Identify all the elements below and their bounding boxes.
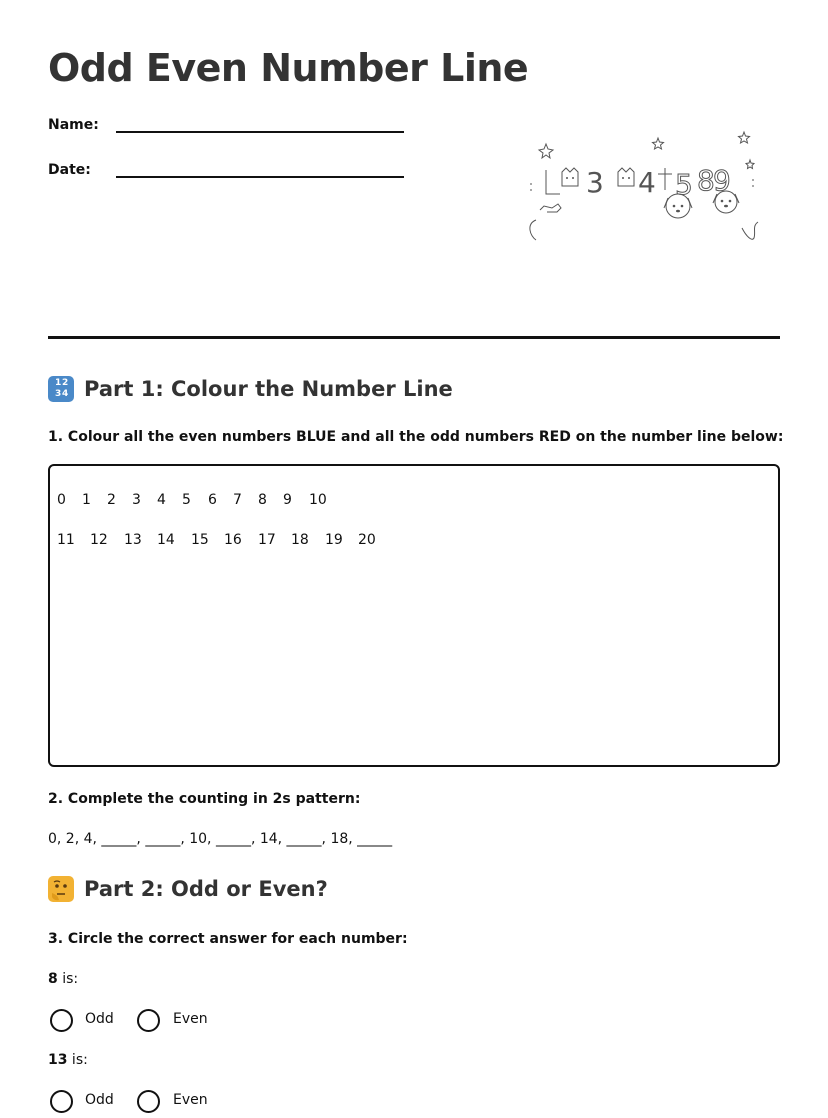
part2-heading-text: Part 2: Odd or Even? (84, 877, 328, 901)
number-cell: 14 (157, 532, 175, 548)
number-cell: 10 (309, 492, 327, 508)
number-cell: 9 (283, 492, 292, 508)
date-field (48, 162, 91, 178)
number-cell: 7 (233, 492, 242, 508)
item-8-prompt (48, 971, 78, 987)
number-cell: 19 (325, 532, 343, 548)
item-suffix: is: (57, 971, 79, 987)
number-cell: 18 (291, 532, 309, 548)
number-cell: 3 (132, 492, 141, 508)
number-line-box[interactable] (48, 464, 780, 767)
number-cell: 2 (107, 492, 116, 508)
svg-text:9: 9 (713, 164, 731, 197)
number-cell: 6 (208, 492, 217, 508)
number-animals-illustration (520, 128, 770, 250)
question-1: 1. Colour all the even numbers BLUE and all the odd numbers RED on the number line below: (48, 429, 784, 445)
number-cell: 1 (82, 492, 91, 508)
name-line[interactable] (116, 131, 404, 133)
illus-digit: 3 (586, 166, 604, 199)
number-cell: 5 (182, 492, 191, 508)
number-cell: 4 (157, 492, 166, 508)
date-line[interactable] (116, 176, 404, 178)
number-cell: 13 (124, 532, 142, 548)
counting-pattern[interactable]: 0, 2, 4, _____, _____, 10, _____, 14, _____, 18, _____ (48, 831, 393, 847)
name-field (48, 117, 99, 133)
item-number: 13 (48, 1052, 68, 1068)
part1-heading-text: Part 1: Colour the Number Line (84, 377, 453, 401)
page-title: Odd Even Number Line (48, 46, 529, 90)
number-cell: 17 (258, 532, 276, 548)
radio-odd[interactable] (50, 1090, 73, 1113)
question-2: 2. Complete the counting in 2s pattern: (48, 791, 361, 807)
section-divider (48, 336, 780, 339)
svg-text:5: 5 (675, 168, 693, 201)
number-cell: 16 (224, 532, 242, 548)
question-3: 3. Circle the correct answer for each number: (48, 931, 408, 947)
part2-heading (48, 876, 328, 902)
date-label: Date: (48, 162, 91, 178)
item-number: 8 (48, 971, 58, 987)
svg-text:8: 8 (697, 164, 715, 197)
option-label: Even (173, 1092, 208, 1108)
number-cell: 8 (258, 492, 267, 508)
illus-digit: 4 (638, 166, 656, 199)
item-suffix: is: (67, 1052, 88, 1068)
number-cell: 20 (358, 532, 376, 548)
option-label: Even (173, 1011, 208, 1027)
number-cell: 0 (57, 492, 66, 508)
radio-even[interactable] (137, 1009, 160, 1032)
radio-even[interactable] (137, 1090, 160, 1113)
part1-heading (48, 376, 453, 402)
name-label: Name: (48, 117, 99, 133)
number-cell: 15 (191, 532, 209, 548)
item-13-prompt (48, 1052, 88, 1068)
option-label: Odd (85, 1011, 114, 1027)
option-label: Odd (85, 1092, 114, 1108)
radio-odd[interactable] (50, 1009, 73, 1032)
number-cell: 11 (57, 532, 75, 548)
number-cell: 12 (90, 532, 108, 548)
keycap-1234-icon: 1 2 3 4 (48, 376, 74, 402)
thinking-face-icon (48, 876, 74, 902)
